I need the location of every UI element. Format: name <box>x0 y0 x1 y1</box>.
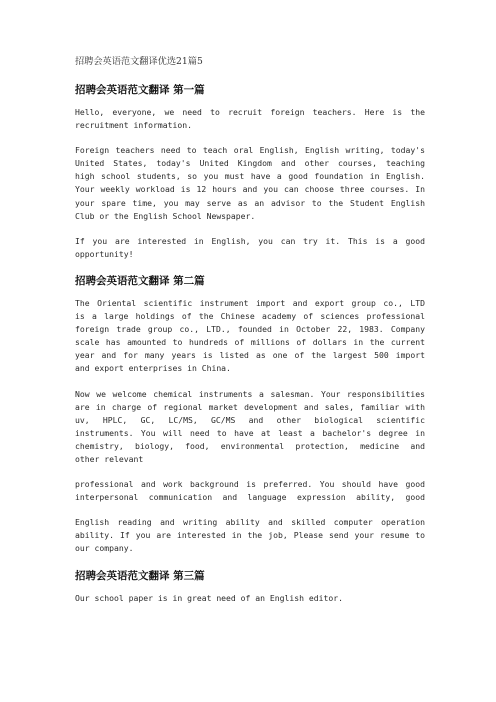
section-heading-1: 招聘会英语范文翻译 第一篇 <box>75 84 205 96</box>
text-line: United States, today's United Kingdom and other courses, teaching <box>75 158 425 169</box>
text-line: recruitment information. <box>75 120 192 131</box>
text-line: professional and work background is preferred. You should have good <box>75 479 425 490</box>
text-line: is a large holdings of the Chinese academy of sciences professional <box>75 311 425 322</box>
section-heading-2: 招聘会英语范文翻译 第二篇 <box>75 274 205 287</box>
text-line: chemistry, biology, food, environmental protection, medicine and <box>75 440 425 451</box>
text-line: Foreign teachers need to teach oral English, English writing, today's <box>75 145 425 156</box>
paragraph <box>75 144 425 223</box>
paragraph <box>75 235 425 261</box>
text-line: instruments. You will need to have at least a bachelor's degree in <box>75 427 425 438</box>
text-line: Hello, everyone, we need to recruit foreign teachers. Here is the <box>75 107 425 117</box>
text-line: and export enterprises in China. <box>75 363 231 374</box>
paragraph <box>75 106 425 132</box>
text-line: our company. <box>75 543 134 554</box>
text-line: your spare time, you may serve as an advisor to the Student English <box>75 197 425 208</box>
text-line: other relevant <box>75 453 144 464</box>
paragraph <box>75 388 425 467</box>
paragraph <box>75 478 425 504</box>
text-line: Now we welcome chemical instruments a salesman. Your responsibilities <box>75 388 425 399</box>
text-line: Your weekly workload is 12 hours and you can choose three courses. In <box>75 184 425 195</box>
text-line: are in charge of regional market development and sales, familiar with <box>75 401 425 412</box>
text-line: high school students, so you must have a good foundation in English. <box>75 171 425 182</box>
text-line: If you are interested in English, you can try it. This is a good <box>75 235 425 246</box>
text-line: ability. If you are interested in the job, Please send your resume to <box>75 530 425 541</box>
paragraph <box>75 592 425 605</box>
text-line: interpersonal communication and language expression ability, good <box>75 492 425 503</box>
document-title: 招聘会英语范文翻译优选21篇5 <box>75 56 203 67</box>
text-line: foreign trade group co., LTD., founded in October 22, 1983. Company <box>75 324 425 335</box>
document-page <box>75 56 425 605</box>
paragraph <box>75 516 425 555</box>
paragraph <box>75 297 425 376</box>
text-line: opportunity! <box>75 248 134 259</box>
text-line: Our school paper is in great need of an English editor. <box>75 592 344 603</box>
text-line: English reading and writing ability and skilled computer operation <box>75 517 425 528</box>
section-heading-3: 招聘会英语范文翻译 第三篇 <box>75 569 205 582</box>
text-line: scale has amounted to hundreds of millions of dollars in the current <box>75 337 425 348</box>
text-line: uv, HPLC, GC, LC/MS, GC/MS and other biological scientific <box>75 414 425 425</box>
text-line: Club or the English School Newspaper. <box>75 210 256 221</box>
text-line: The Oriental scientific instrument import and export group co., LTD <box>75 297 425 308</box>
text-line: year and for many years is listed as one of the largest 500 import <box>75 350 425 361</box>
